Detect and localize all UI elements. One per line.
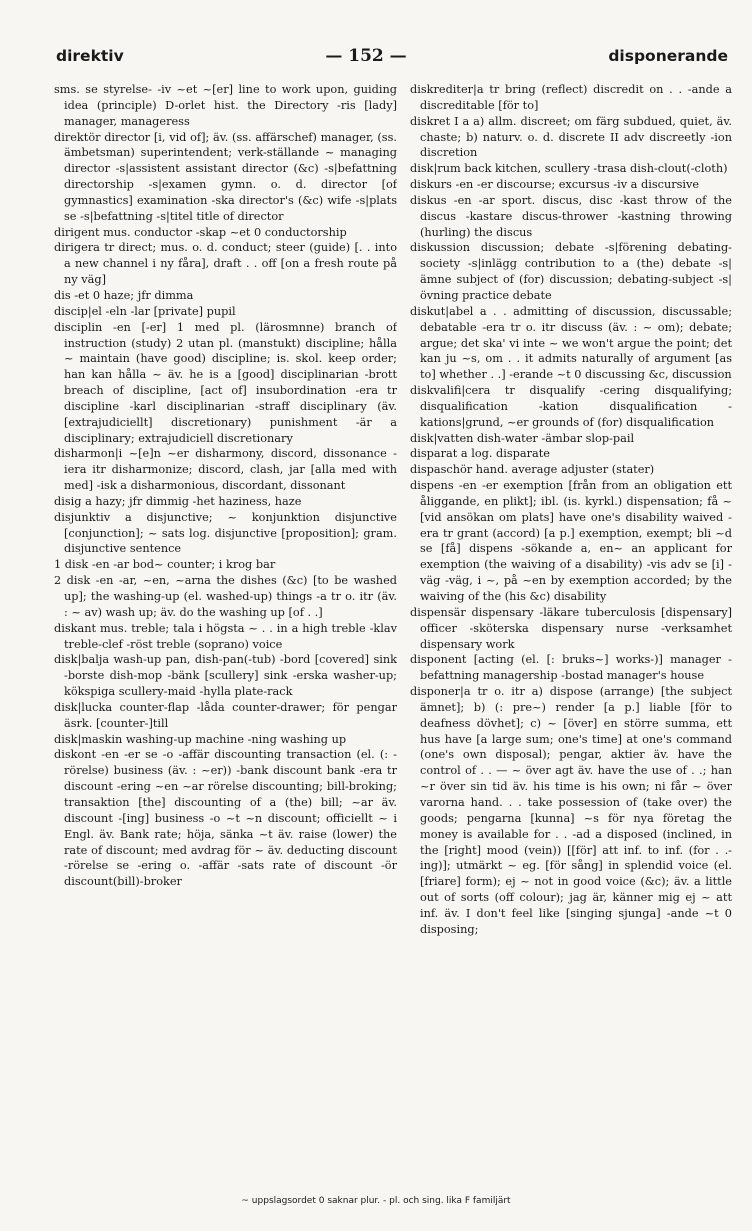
dictionary-entry: dis -et 0 haze; jfr dimma: [54, 288, 194, 302]
left-column: [54, 82, 397, 1180]
dictionary-entry: diskvalifi|cera tr disqualify -cering disqualifying; disqualification -kation disqualification -kations|grund, ~er grounds of (for) disqualification: [410, 384, 732, 429]
dictionary-entry: dispensär dispensary -läkare tuberculosis [dispensary] officer -sköterska dispensary nurse -verksamhet dispensary work: [410, 605, 732, 651]
dictionary-entry: dirigera tr direct; mus. o. d. conduct; steer (guide) [. . into a new channel i ny fåra], draft . . off [on a fresh route på ny väg]: [54, 241, 397, 287]
header-guide-word-right: disponerande: [608, 47, 728, 65]
dictionary-entry: diskus -en -ar sport. discus, disc -kast throw of the discus -kastare discus-thrower -kastning throwing (hurling) the discus: [410, 193, 732, 239]
dictionary-entry: direktör director [i, vid of]; äv. (ss. affärschef) manager, (ss. ämbetsman) superintendent; verk-ställande ~ managing director -s|assistent assistant director (&c) -s|befattning directorship -s|examen gymn. o. d. director [of gymnastics] examination -ska director's (&c) wife -s|plats se -s|befattning -s|titel title of director: [54, 130, 397, 223]
dictionary-entry: diskussion discussion; debate -s|förening debating-society -s|inlägg contribution to a (the) debate -s|ämne subject of (for) discussion; debating-subject -s|övning practice debate: [410, 241, 732, 302]
dictionary-entry: disciplin -en [-er] 1 med pl. (lärosmnne) branch of instruction (study) 2 utan pl. (manstukt) discipline; hålla ~ maintain (have good) discipline; is. skol. keep order; han kan hålla ~ äv. he is a [good] disciplinarian -brott breach of discipline, [act of] insubordination -era tr discipline -karl disciplinarian -straff disciplinary (äv. [extrajudiciellt] discretionary) punishment -är a disciplinary; extrajudiciell discretionary: [54, 320, 397, 445]
dictionary-entry: disharmon|i ~[e]n ~er disharmony, discord, dissonance -iera itr disharmonize; discord, clash, jar [alla med with med] -isk a disharmonious, discordant, dissonant: [54, 447, 397, 493]
header-guide-word-left: direktiv: [56, 47, 124, 65]
dictionary-entry: dispaschör hand. average adjuster (stater): [410, 463, 655, 477]
dictionary-entry: disk|vatten dish-water -ämbar slop-pail: [410, 431, 635, 445]
dictionary-entry: diskrediter|a tr bring (reflect) discredit on . . -ande a discreditable [för to]: [410, 83, 732, 112]
dictionary-entry: sms. se styrelse- -iv ~et ~[er] line to work upon, guiding idea (principle) D-orlet hist. the Directory -ris [lady] manager, manageress: [54, 83, 397, 128]
dictionary-entry: disponer|a tr o. itr a) dispose (arrange) [the subject ämnet]; b) (: pre~) render [a p.] liable [för to deafness dövhet]; c) ~ [över] en större summa, ett hus have [a large sum; one's time] at one's command (one's own disposal); pengar, aktier äv. have the control of . . — ~ över agt äv. have the use of . .; han ~r över sin tid äv. his time is his own; ni får ~ över varorna hand. . . take possession of (take over) the goods; pengarna [kunna] ~s för nya företag the money is available for . . -ad a disposed (inclined, in the [right] mood (vein)) [[för] att inf. to inf. (for . .-ing)]; utmärkt ~ eg. [för sång] in splendid voice (el. [friare] form); ej ~ not in good voice (&c); äv. a little out of sorts (off colour); jag är, känner mig ej ~ att inf. äv. I don't feel like [singing sjunga] -ande ~t 0 disposing;: [410, 685, 732, 936]
dictionary-entry: disponent [acting (el. [: bruks~] works-)] manager -befattning managership -bostad manager's house: [410, 653, 732, 683]
dictionary-entry: 1 disk -en -ar bod~ counter; i krog bar: [54, 558, 276, 572]
dictionary-entry: diskret I a a) allm. discreet; om färg subdued, quiet, äv. chaste; b) naturv. o. d. discrete II adv discreetly -ion discretion: [410, 114, 732, 160]
dictionary-entry: dirigent mus. conductor -skap ~et 0 conductorship: [54, 225, 347, 239]
dictionary-entry: disk|lucka counter-flap -låda counter-drawer; för pengar äsrk. [counter-]till: [54, 700, 397, 730]
dictionary-entry: disjunktiv a disjunctive; ~ konjunktion disjunctive [conjunction]; ~ sats log. disjunctive [proposition]; gram. disjunctive sentence: [54, 510, 397, 556]
dictionary-entry: disk|maskin washing-up machine -ning washing up: [54, 732, 347, 746]
dictionary-entry: disk|rum back kitchen, scullery -trasa dish-clout(-cloth): [410, 162, 728, 176]
dictionary-entry: disig a hazy; jfr dimmig -het haziness, haze: [54, 494, 302, 508]
dictionary-entry: disk|balja wash-up pan, dish-pan(-tub) -bord [covered] sink -borste dish-mop -bänk [scullery] sink -erska washer-up; kökspiga scullery-maid -hylla plate-rack: [54, 653, 397, 699]
dictionary-entry: diskut|abel a . . admitting of discussion, discussable; debatable -era tr o. itr discuss (äv. : ~ om); debate; argue; det ska' vi inte ~ we won't argue the point; det kan ju ~s, om . . it admits naturally of argument [as to] whether . .] -erande ~t 0 discussing &c, discussion: [410, 304, 732, 382]
dictionary-entry: diskont -en -er se -o -affär discounting transaction (el. (: -rörelse) business (äv. : ~er)) -bank discount bank -era tr discount -ering ~en ~ar rörelse discounting; bill-broking; transaktion [the] discounting of a (the) bill; ~ar äv. discount -[ing] business -o ~t ~n discount; officiellt ~ i Engl. äv. Bank rate; höja, sänka ~t äv. raise (lower) the rate of discount; med avdrag för ~ äv. deducting discount -rörelse se -ering o. -affär -sats rate of discount -ör discount(bill)-broker: [54, 748, 397, 889]
dictionary-entry: dispens -en -er exemption [från from an obligation ett åliggande, en plikt]; ibl. (is. kyrkl.) dispensation; få ~ [vid ansökan om plats] have one's disability waived -era tr grant (accord) [a p.] exemption, exempt; bli ~d se [få] dispens -sökande a, en~ an applicant for exemption (the waiving of a disability) -vis adv se [i] -väg -väg, i ~, på ~en by exemption accorded; by the waiving of the (his &c) disability: [410, 479, 732, 603]
dictionary-entry: discip|el -eln -lar [private] pupil: [54, 304, 236, 318]
page-number: — 152 —: [325, 46, 407, 66]
dictionary-entry: 2 disk -en -ar, ~en, ~arna the dishes (&c) [to be washed up]; the washing-up (el. washed-up) things -a tr o. itr (äv. : ~ av) wash up; äv. do the washing up [of . .]: [54, 574, 397, 619]
dictionary-entry: diskant mus. treble; tala i högsta ~ . . in a high treble -klav treble-clef -röst treble (soprano) voice: [54, 621, 397, 651]
dictionary-entry: disparat a log. disparate: [410, 447, 550, 461]
abbreviation-legend-footer: ~ uppslagsordet 0 saknar plur. - pl. och sing. lika F familjärt: [241, 1196, 511, 1206]
dictionary-entry: diskurs -en -er discourse; excursus -iv a discursive: [410, 178, 700, 192]
right-column: [410, 82, 732, 1180]
page-header: [56, 42, 728, 70]
